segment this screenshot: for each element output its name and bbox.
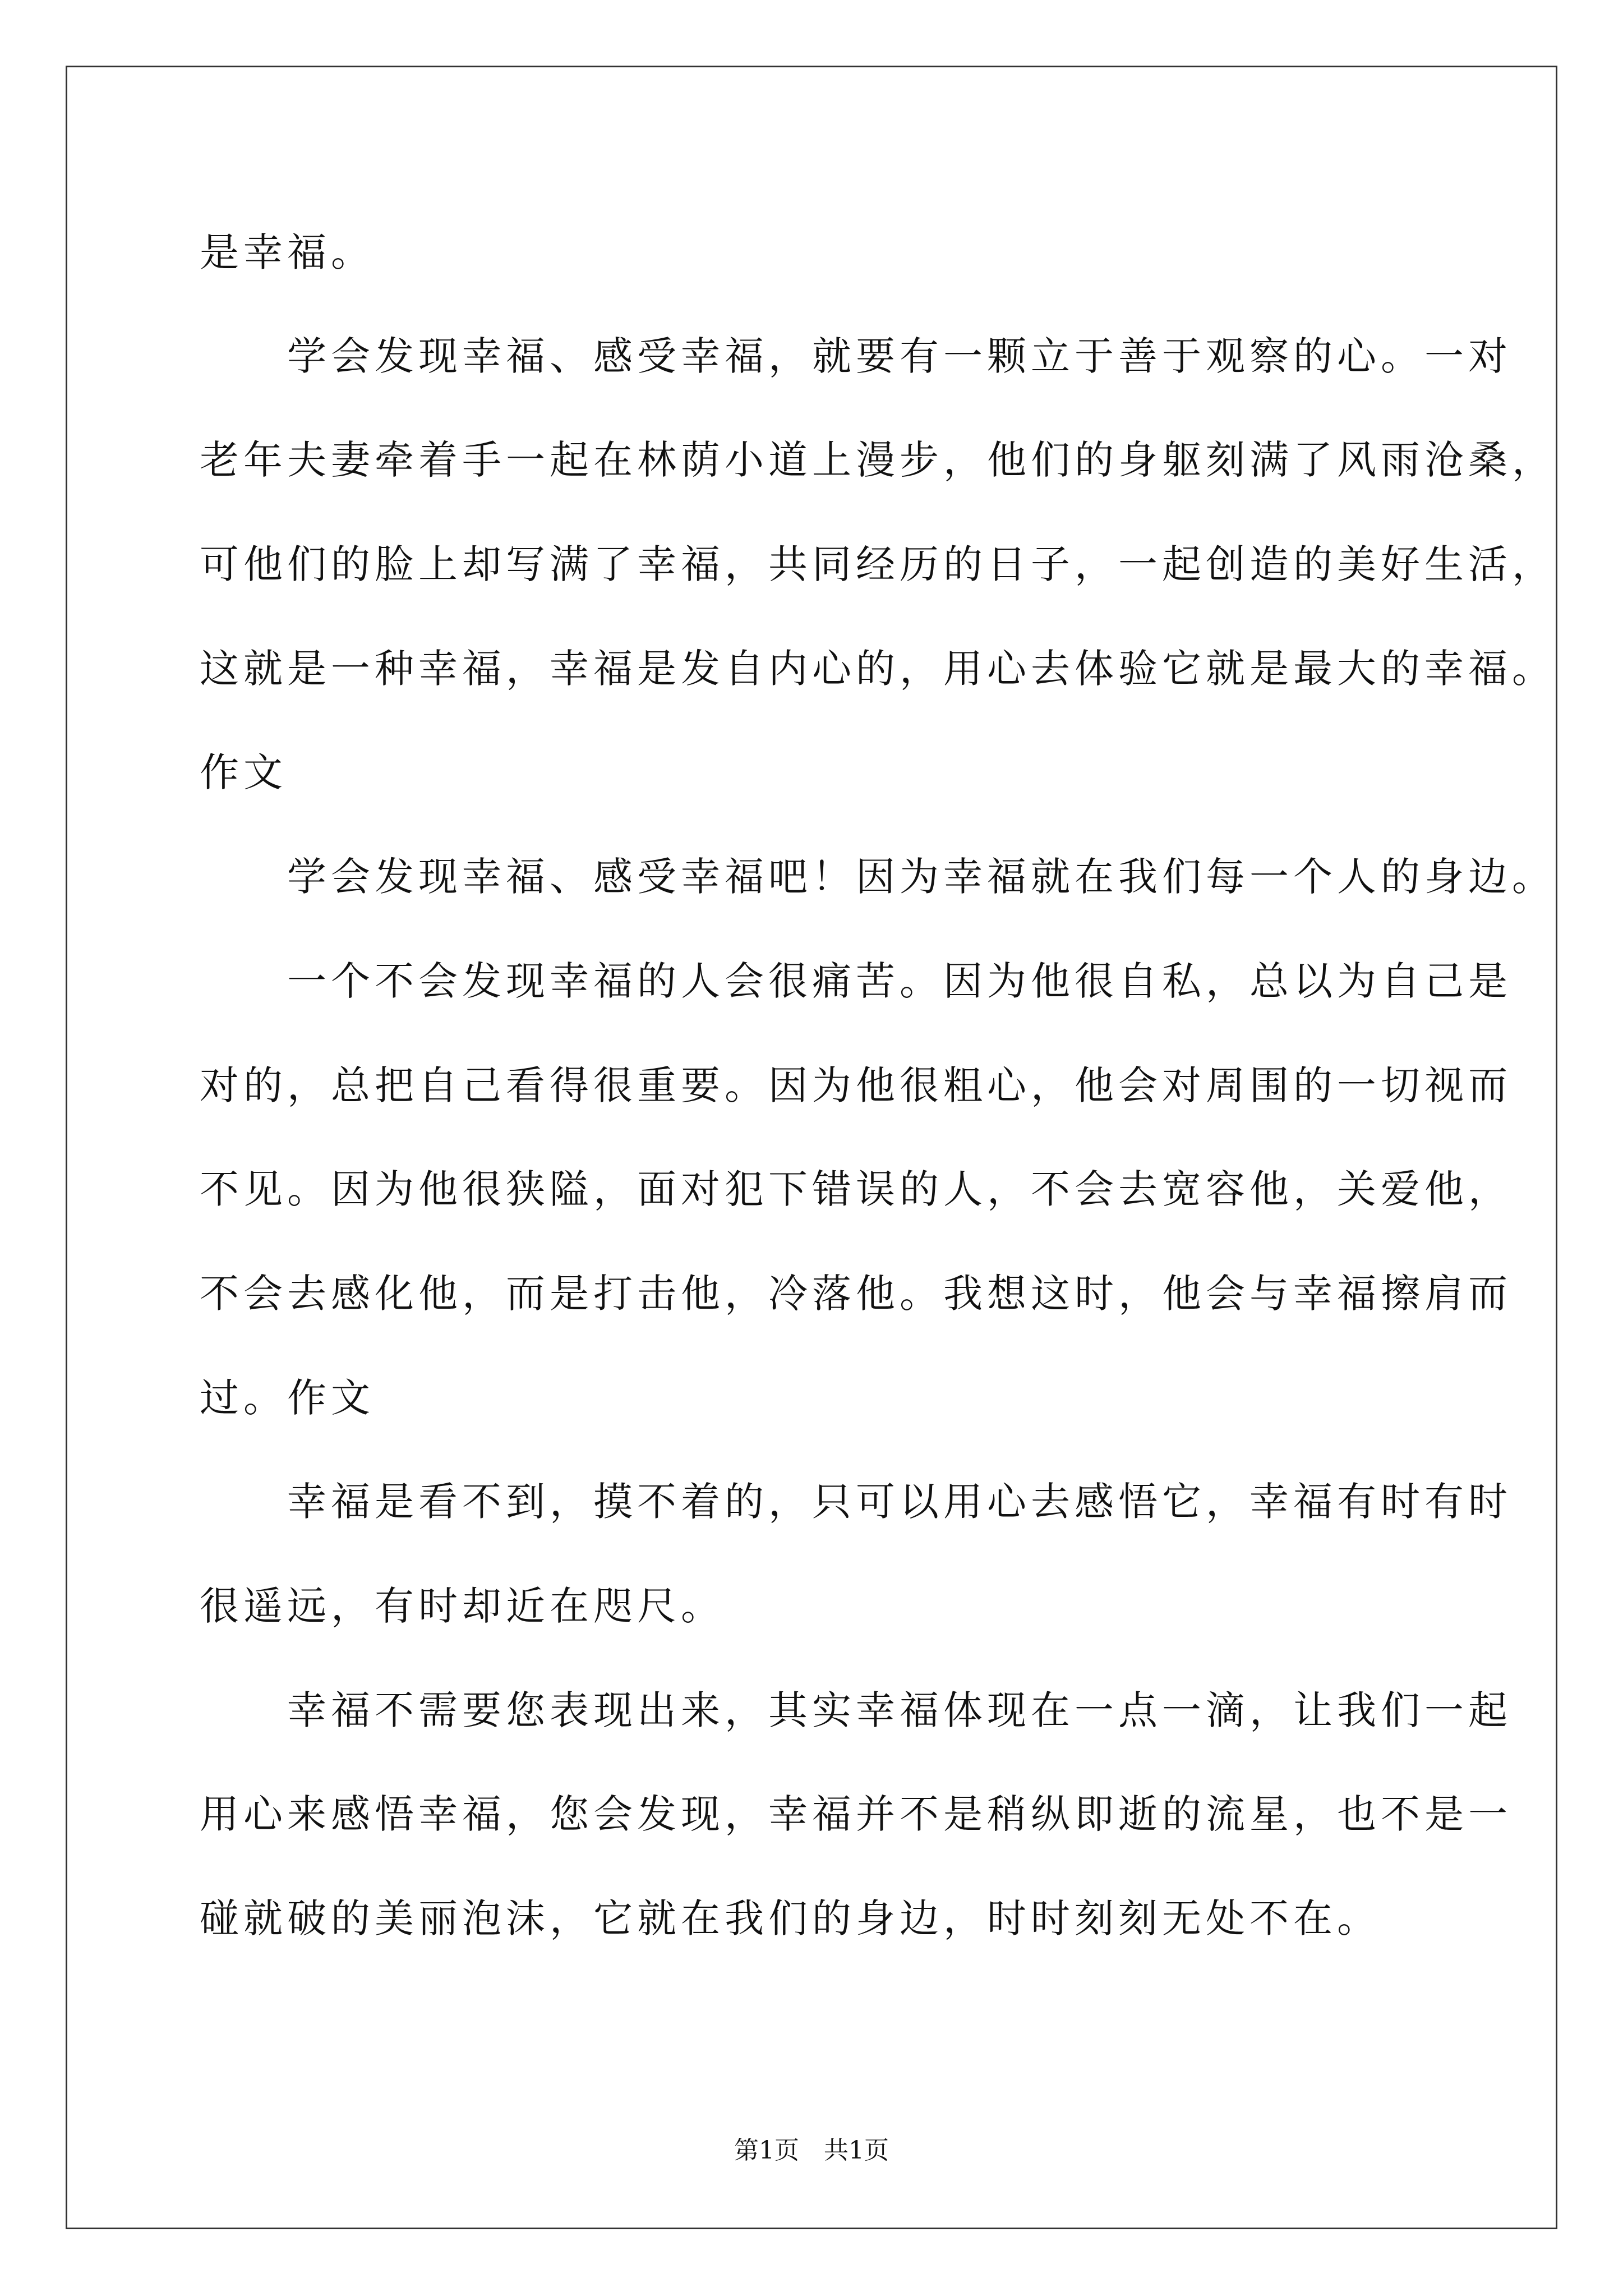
text-line: 是幸福。 xyxy=(200,229,375,275)
text-line: 对的，总把自己看得很重要。因为他很粗心，他会对周围的一切视而 xyxy=(200,1062,1512,1108)
text-line: 碰就破的美丽泡沫，它就在我们的身边，时时刻刻无处不在。 xyxy=(200,1895,1381,1941)
text-line: 用心来感悟幸福，您会发现，幸福并不是稍纵即逝的流星，也不是一 xyxy=(200,1791,1512,1837)
text-line: 作文 xyxy=(200,749,287,795)
text-line: 过。作文 xyxy=(200,1375,375,1421)
text-line: 可他们的脸上却写满了幸福，共同经历的日子，一起创造的美好生活， xyxy=(200,541,1556,587)
text-line: 不会去感化他，而是打击他，冷落他。我想这时，他会与幸福擦肩而 xyxy=(200,1271,1512,1317)
text-line: 学会发现幸福、感受幸福吧！因为幸福就在我们每一个人的身边。 xyxy=(200,854,1556,900)
text-line: 一个不会发现幸福的人会很痛苦。因为他很自私，总以为自己是 xyxy=(200,958,1512,1004)
text-line: 很遥远，有时却近在咫尺。 xyxy=(200,1583,725,1629)
text-line: 不见。因为他很狭隘，面对犯下错误的人，不会去宽容他，关爱他， xyxy=(200,1166,1512,1212)
text-line: 幸福是看不到，摸不着的，只可以用心去感悟它，幸福有时有时 xyxy=(200,1479,1512,1525)
text-line: 学会发现幸福、感受幸福，就要有一颗立于善于观察的心。一对 xyxy=(200,333,1512,379)
page-number-footer: 第1页 共1页 xyxy=(734,2136,889,2165)
text-line: 老年夫妻牵着手一起在林荫小道上漫步，他们的身躯刻满了风雨沧桑， xyxy=(200,437,1556,483)
text-line: 这就是一种幸福，幸福是发自内心的，用心去体验它就是最大的幸福。 xyxy=(200,646,1556,692)
text-line: 幸福不需要您表现出来，其实幸福体现在一点一滴，让我们一起 xyxy=(200,1687,1512,1733)
